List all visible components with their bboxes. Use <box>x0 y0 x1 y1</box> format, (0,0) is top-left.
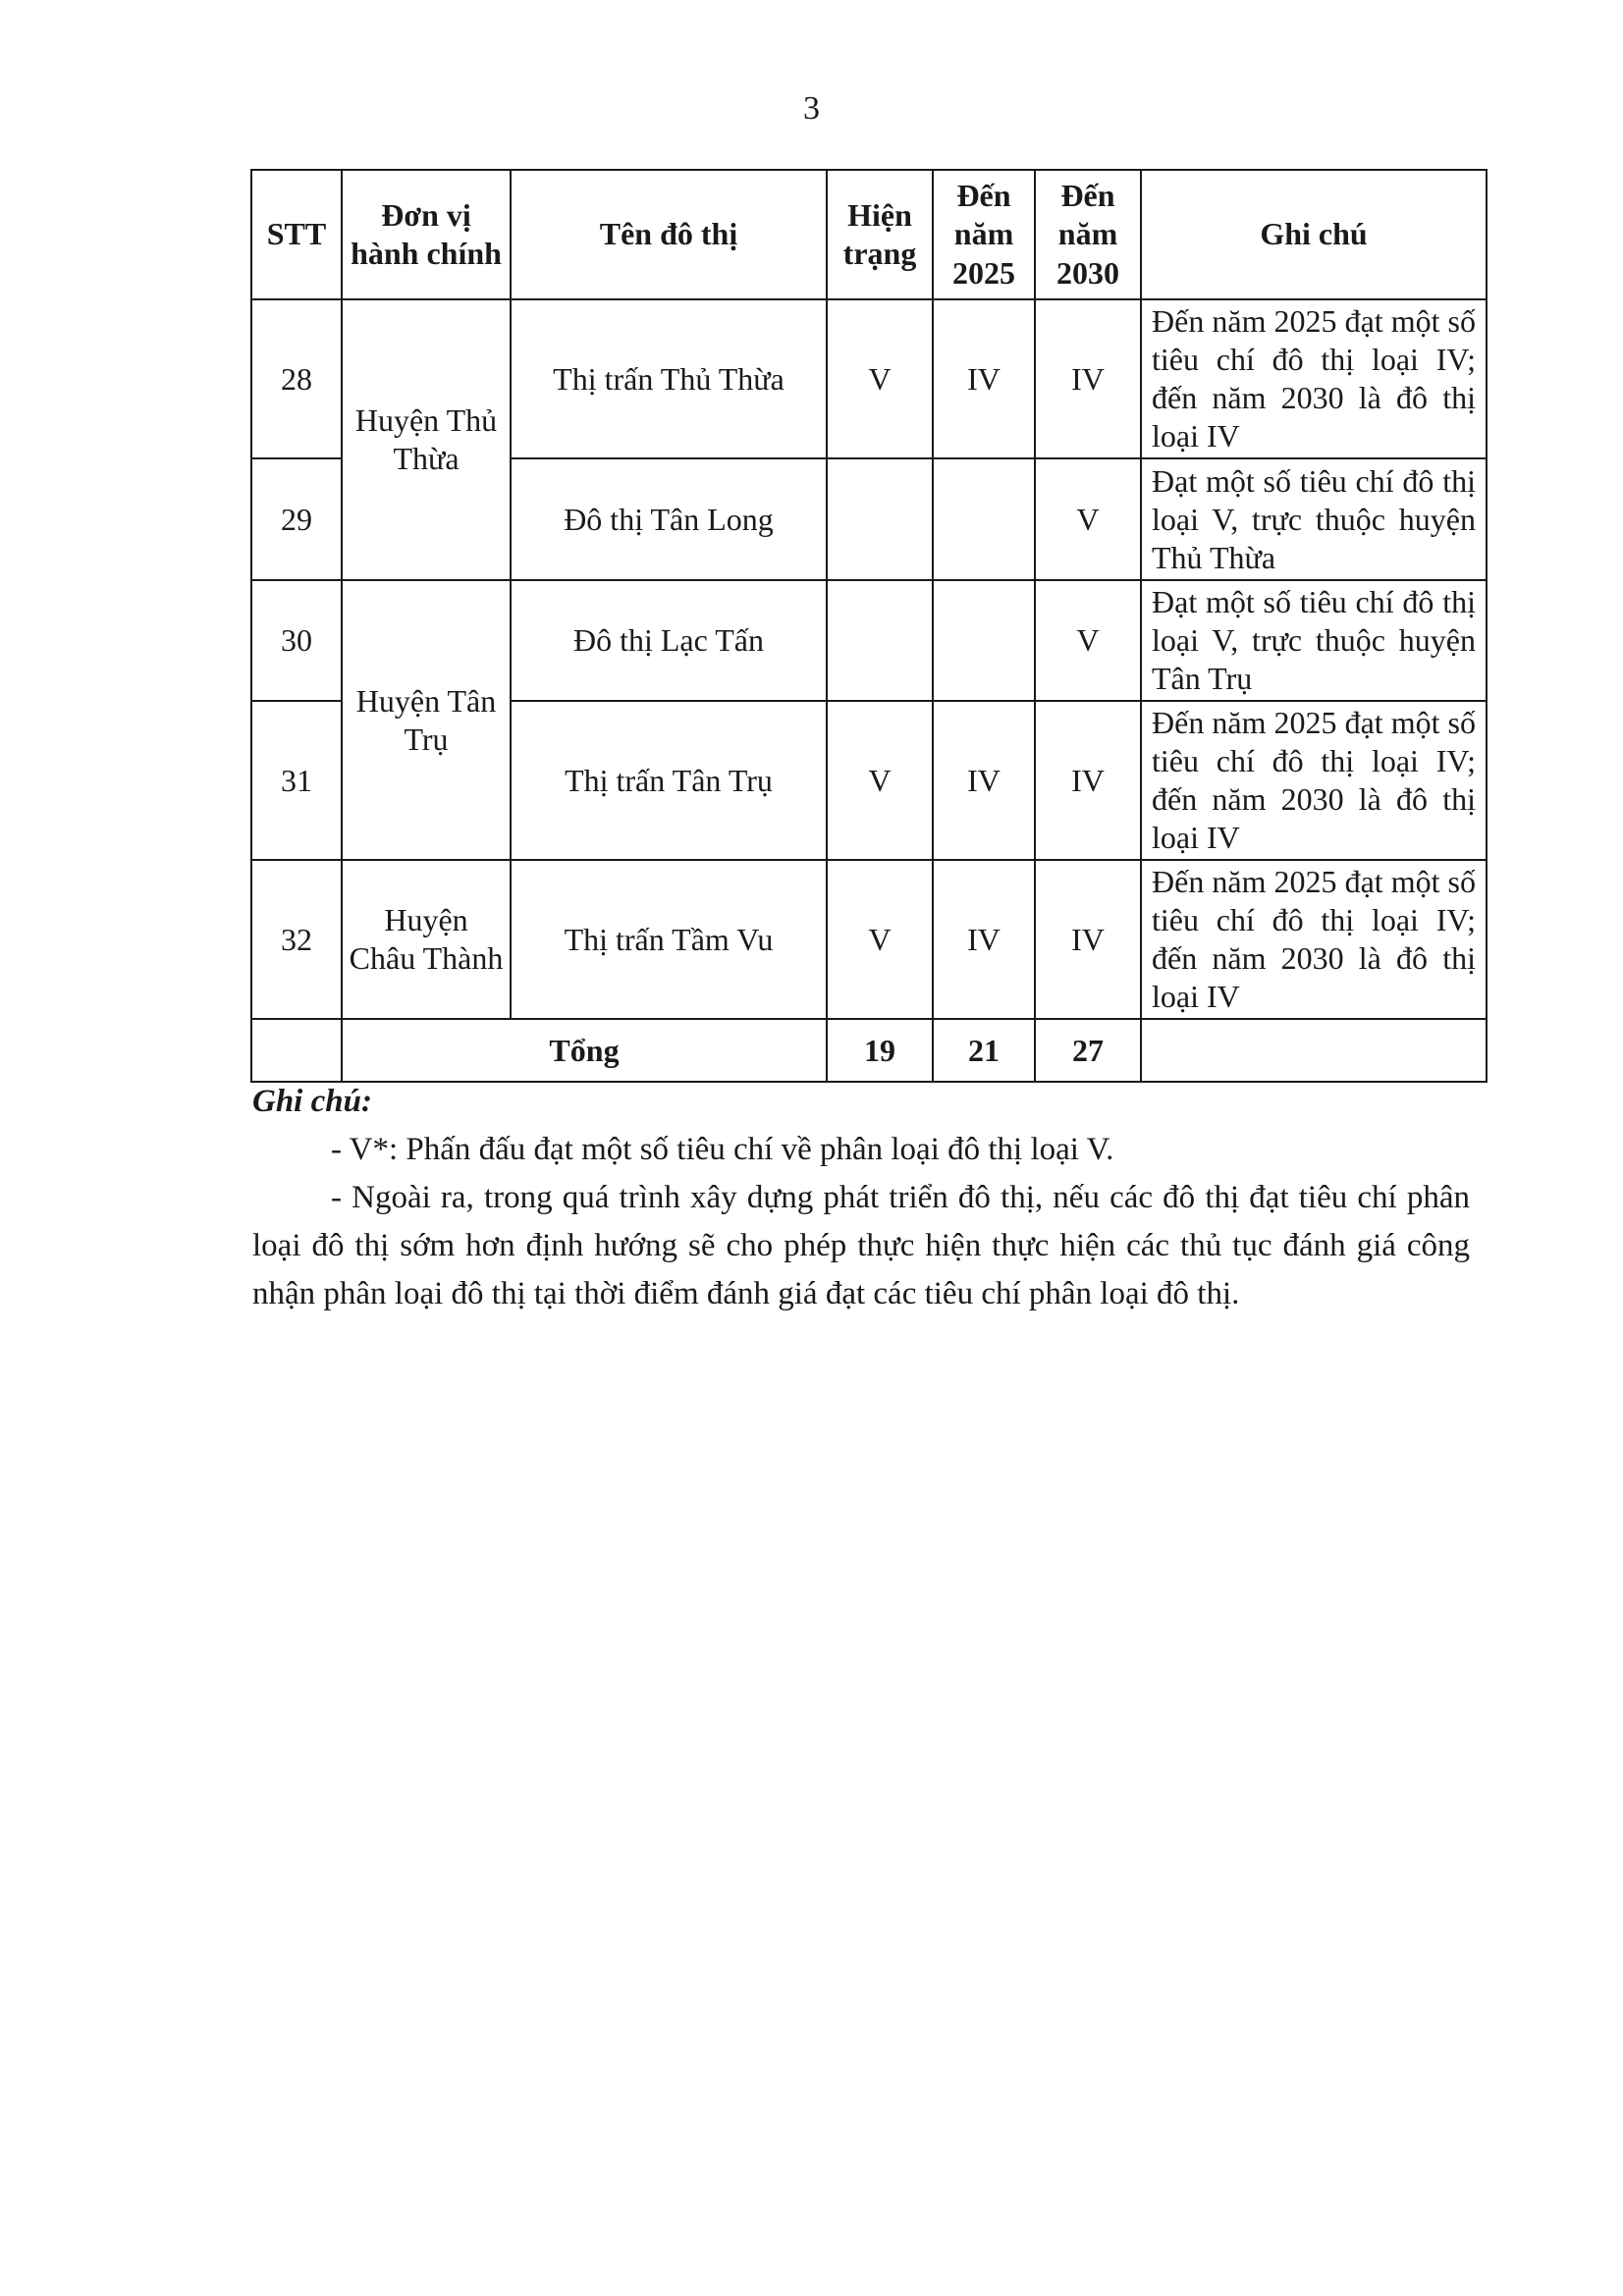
cell-nam-2030: IV <box>1035 860 1141 1019</box>
cell-stt: 31 <box>251 701 342 860</box>
cell-nam-2030: V <box>1035 458 1141 580</box>
cell-nam-2030: IV <box>1035 299 1141 458</box>
cell-nam-2030: IV <box>1035 701 1141 860</box>
cell-hien-trang: V <box>827 701 933 860</box>
cell-nam-2030: V <box>1035 580 1141 701</box>
note-item: - Ngoài ra, trong quá trình xây dựng phát triển đô thị, nếu các đô thị đạt tiêu chí phân loại đô thị sớm hơn định hướng sẽ cho phép thực hiện thực hiện các thủ tục đánh giá công nhận phân loại đô thị tại thời điểm đánh giá đạt các tiêu chí phân loại đô thị. <box>252 1180 1470 1311</box>
urban-classification-table <box>250 169 1488 1083</box>
cell-ghi-chu: Đến năm 2025 đạt một số tiêu chí đô thị loại IV; đến năm 2030 là đô thị loại IV <box>1141 299 1487 458</box>
cell-nam-2025: IV <box>933 299 1035 458</box>
cell-hien-trang <box>827 580 933 701</box>
cell-nam-2025 <box>933 458 1035 580</box>
cell-group-chau-thanh: Huyện Châu Thành <box>342 860 511 1019</box>
cell-ten-do-thi: Thị trấn Tầm Vu <box>511 860 827 1019</box>
cell-stt: 28 <box>251 299 342 458</box>
cell-ghi-chu-empty <box>1141 1019 1487 1082</box>
table-row <box>251 580 1487 701</box>
cell-ten-do-thi: Đô thị Tân Long <box>511 458 827 580</box>
cell-stt: 30 <box>251 580 342 701</box>
header-stt: STT <box>251 170 342 299</box>
cell-ghi-chu: Đến năm 2025 đạt một số tiêu chí đô thị loại IV; đến năm 2030 là đô thị loại IV <box>1141 701 1487 860</box>
cell-total-nam-2025: 21 <box>933 1019 1035 1082</box>
cell-nam-2025: IV <box>933 860 1035 1019</box>
header-ghi-chu: Ghi chú <box>1141 170 1487 299</box>
cell-stt: 29 <box>251 458 342 580</box>
header-den-nam-2030: Đến năm 2030 <box>1035 170 1141 299</box>
cell-ghi-chu: Đạt một số tiêu chí đô thị loại V, trực thuộc huyện Thủ Thừa <box>1141 458 1487 580</box>
cell-ghi-chu: Đến năm 2025 đạt một số tiêu chí đô thị loại IV; đến năm 2030 là đô thị loại IV <box>1141 860 1487 1019</box>
cell-stt-empty <box>251 1019 342 1082</box>
header-don-vi-hanh-chinh: Đơn vị hành chính <box>342 170 511 299</box>
notes-section <box>252 1078 1470 1318</box>
cell-group-tan-tru: Huyện Tân Trụ <box>342 580 511 860</box>
page-number: 3 <box>803 90 820 127</box>
cell-hien-trang: V <box>827 860 933 1019</box>
cell-ten-do-thi: Đô thị Lạc Tấn <box>511 580 827 701</box>
table-row <box>251 299 1487 458</box>
cell-ghi-chu: Đạt một số tiêu chí đô thị loại V, trực thuộc huyện Tân Trụ <box>1141 580 1487 701</box>
header-ten-do-thi: Tên đô thị <box>511 170 827 299</box>
cell-total-hien-trang: 19 <box>827 1019 933 1082</box>
cell-ten-do-thi: Thị trấn Thủ Thừa <box>511 299 827 458</box>
table-total-row <box>251 1019 1487 1082</box>
cell-group-thu-thua: Huyện Thủ Thừa <box>342 299 511 580</box>
cell-ten-do-thi: Thị trấn Tân Trụ <box>511 701 827 860</box>
table-header-row <box>251 170 1487 299</box>
note-item: - V*: Phấn đấu đạt một số tiêu chí về phân loại đô thị loại V. <box>331 1132 1114 1167</box>
cell-nam-2025 <box>933 580 1035 701</box>
cell-hien-trang <box>827 458 933 580</box>
cell-nam-2025: IV <box>933 701 1035 860</box>
cell-hien-trang: V <box>827 299 933 458</box>
table-row <box>251 860 1487 1019</box>
cell-total-label: Tổng <box>342 1019 827 1082</box>
cell-total-nam-2030: 27 <box>1035 1019 1141 1082</box>
cell-stt: 32 <box>251 860 342 1019</box>
header-den-nam-2025: Đến năm 2025 <box>933 170 1035 299</box>
header-hien-trang: Hiện trạng <box>827 170 933 299</box>
notes-title: Ghi chú: <box>252 1084 372 1119</box>
